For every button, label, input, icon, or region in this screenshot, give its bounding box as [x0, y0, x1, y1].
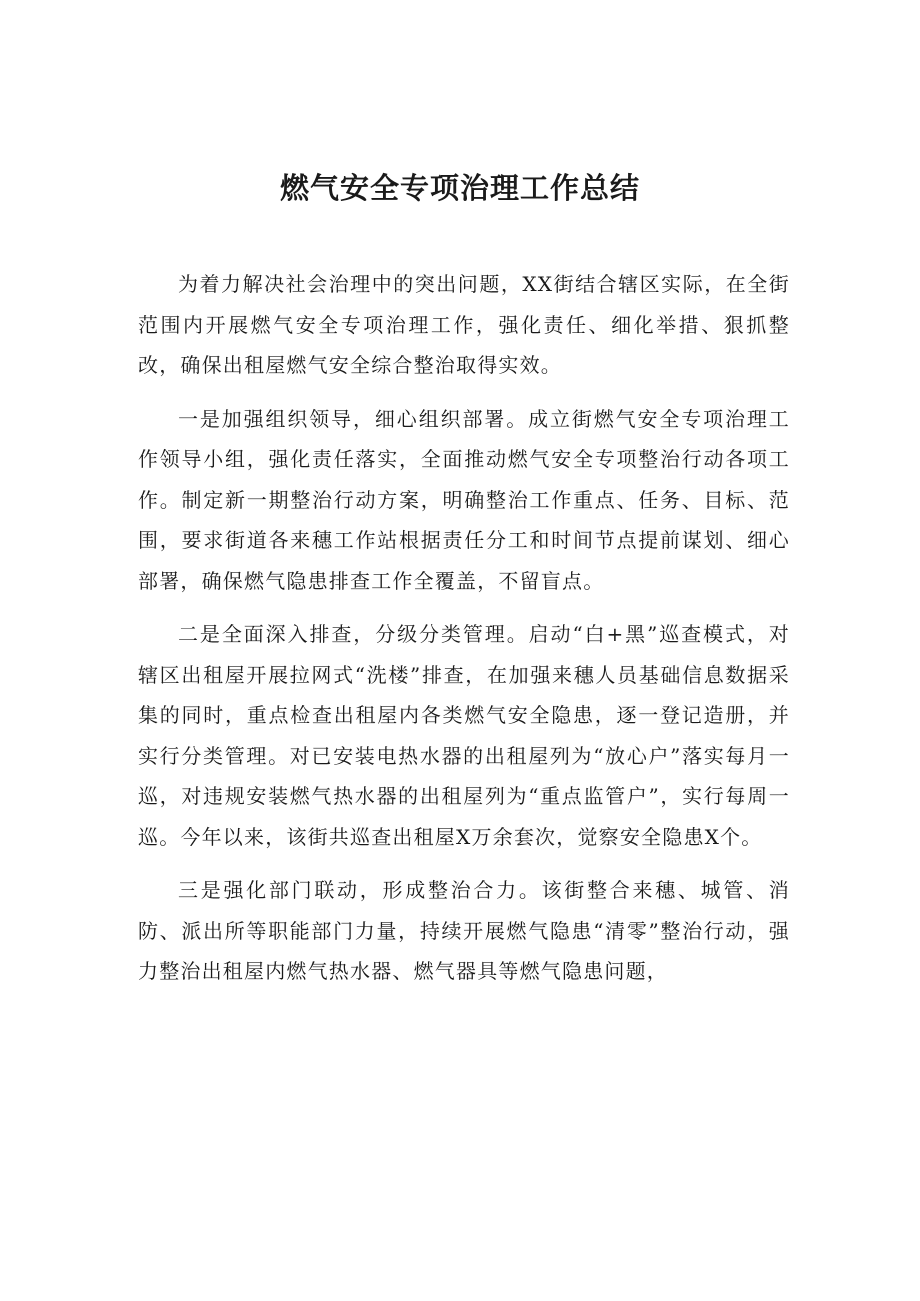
- document-title: 燃气安全专项治理工作总结: [279, 171, 640, 205]
- paragraph-intro: 为着力解决社会治理中的突出问题，XX街结合辖区实际，在全街范围内开展燃气安全专项治理工作，强化责任、细化举措、狠抓整改，确保出租屋燃气安全综合整治取得实效。: [138, 272, 790, 377]
- paragraph-inspection: 二是全面深入排查，分级分类管理。启动“白+黑”巡查模式，对辖区出租屋开展拉网式“洗楼”排查，在加强来穗人员基础信息数据采集的同时，重点检查出租屋内各类燃气安全隐患，逐一登记造册，并实行分类管理。对已安装电热水器的出租屋列为“放心户”落实每月一巡，对违规安装燃气热水器的出租屋列为“重点监管户”，实行每周一巡。今年以来，该街共巡查出租屋X万余套次，觉察安全隐患X个。: [138, 622, 790, 849]
- paragraph-organization: 一是加强组织领导，细心组织部署。成立街燃气安全专项治理工作领导小组，强化责任落实，全面推动燃气安全专项整治行动各项工作。制定新一期整治行动方案，明确整治工作重点、任务、目标、范围，要求街道各来穗工作站根据责任分工和时间节点提前谋划、细心部署，确保燃气隐患排查工作全覆盖，不留盲点。: [138, 406, 790, 593]
- paragraph-coordination: 三是强化部门联动，形成整治合力。该街整合来穗、城管、消防、派出所等职能部门力量，持续开展燃气隐患“清零”整治行动，强力整治出租屋内燃气热水器、燃气器具等燃气隐患问题，: [138, 878, 790, 983]
- document-body: [138, 264, 790, 1005]
